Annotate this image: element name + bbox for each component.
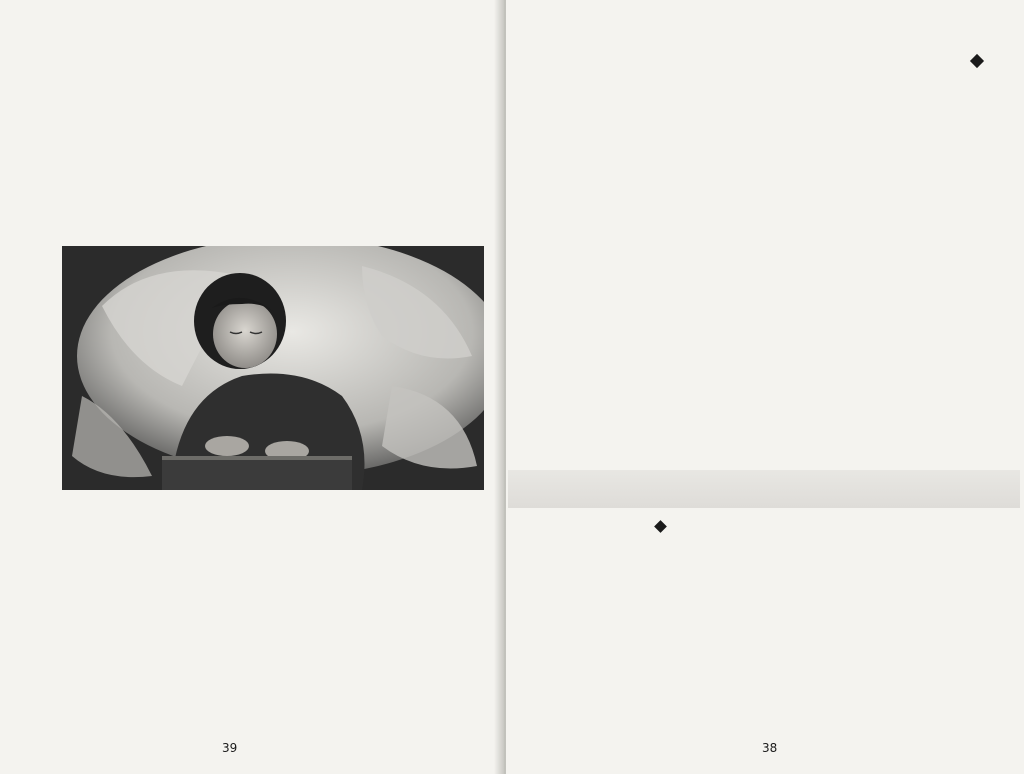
- right-page: [506, 0, 1024, 774]
- heading-empowerment: [938, 52, 998, 268]
- page-number-38: 38: [762, 741, 778, 755]
- photo-child-meditating: [62, 246, 484, 490]
- right-lower-body-text-a: [682, 520, 1008, 742]
- right-upper-body-text-a: [702, 54, 928, 462]
- heading-guru-mercy: [646, 520, 676, 640]
- page-number-39: 39: [222, 741, 238, 755]
- closing-signature: [252, 530, 292, 730]
- section-banner: [508, 470, 1020, 508]
- child-photo-icon: [62, 246, 484, 490]
- left-upper-body-text: [146, 30, 482, 226]
- pull-quote-attribution: [120, 46, 140, 218]
- right-lower-body-text-b: [526, 520, 638, 742]
- right-upper-body-text-b: [526, 54, 696, 462]
- left-lower-body-text: [300, 508, 482, 738]
- left-page: [0, 0, 502, 774]
